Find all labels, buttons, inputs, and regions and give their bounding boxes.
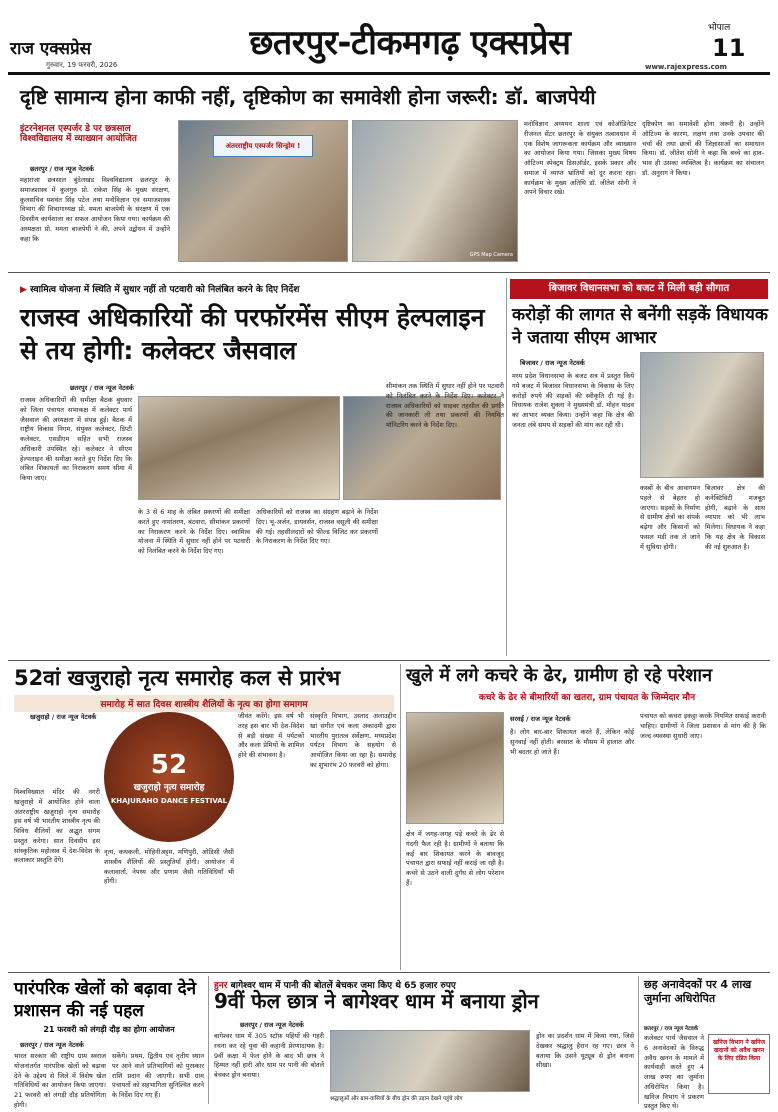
story2-byline: छतरपुर / राज न्यूज नेटवर्क <box>70 384 134 392</box>
story2-kicker-text: स्वामित्व योजना में स्थिति में सुधार नहीं तो पटवारी को निलंबित करने के दिए निर्देश <box>30 285 300 295</box>
story5-photo <box>406 712 504 824</box>
story8-highlight-box: खनिज विभाग ने खनिज खदानों को अवैध खनन के लिए दंडित किया <box>708 1034 770 1094</box>
story6-text-col2: सकेंगे। प्रथम, द्वितीय एवं तृतीय स्थान पर आने वाले प्रतिभागियों को पुरस्कार राशि प्रदान की जाएगी। सभी ग्राम पंचायतों को सहभागिता सुनिश्चित करने के निर्देश दिए गए हैं। <box>112 1052 204 1099</box>
story2-photo-left <box>138 396 340 500</box>
story2-text-col2: के 3 से 6 माह के लंबित प्रकरणों की समीक्षा करते हुए नामांतरण, बंटवारा, सीमांकन प्रकरणों का निराकरण करने के निर्देश दिए। स्वामित्व योजना में स्थिति में सुधार नहीं होने पर पटवारी को निलंबित करने के निर्देश दिए गए। <box>138 508 250 555</box>
story5-text-col3: पंचायत को कचरा इकट्ठा करके नियमित सफाई करानी चाहिए। ग्रामीणों ने जिला प्रशासन से मांग की है कि जल्द व्यवस्था सुधारी जाए। <box>640 712 766 740</box>
brand-name: राज एक्सप्रेस <box>10 39 92 59</box>
story3-photo <box>640 352 764 478</box>
story6-byline: छतरपुर / राज न्यूज नेटवर्क <box>20 1041 84 1049</box>
column-divider <box>638 976 639 1104</box>
column-divider <box>400 664 401 970</box>
story7-kicker-text: बागेश्वर धाम में पानी की बोतलें बेचकर जमा किए थे 65 हजार रुपए <box>230 981 456 991</box>
story1-byline: छतरपुर / राज न्यूज नेटवर्क <box>30 165 94 173</box>
story5-headline: खुले में लगे कचरे के ढेर, ग्रामीण हो रहे परेशान <box>406 665 713 686</box>
story3-text-col1: मध्य प्रदेश विधानसभा के बजट सत्र में प्रस्तुत किये गये बजट में बिजावर विधानसभा के विकास के लिए करोड़ों रुपये की सड़कों की स्वीकृति दी गई है। विधायक राजेश शुक्ला ने मुख्यमंत्री डॉ. मोहन यादव का आभार व्यक्त किया। उन्होंने कहा कि क्षेत्र की जनता लंबे समय से सड़कों की मांग कर रही थी। <box>512 372 634 429</box>
story3-text-col2: कस्बों के बीच आवागमन पहले से बेहतर हो जाएगा। सड़कों के निर्माण से ग्रामीण क्षेत्रों का संपर्क बढ़ेगा और किसानों को फसल मंडी तक ले जाने में सुविधा होगी। <box>640 484 700 551</box>
story4-byline: खजुराहो / राज न्यूज नेटवर्क <box>30 713 97 721</box>
story2-text-col4: सीमांकन तक स्थिति में सुधार नहीं होने पर पटवारी को निलंबित करने के निर्देश दिए। कलेक्टर ने राजस्व अधिकारियों को साइबर तहसील की प्रगति की जानकारी ली तथा प्रकरणों की नियमित मॉनिटरिंग करने के निर्देश दिए। <box>386 382 504 429</box>
story7-headline: 9वीं फेल छात्र ने बागेश्वर धाम में बनाया ड्रोन <box>214 989 539 1013</box>
story5-text-col1: क्षेत्र में जगह-जगह पड़े कचरे के ढेर से गंदगी फैल रही है। ग्रामीणों ने बताया कि कई बार शिकायत करने के बावजूद पंचायत द्वारा सफाई नहीं कराई जा रही है। कचरे से उठने वाली दुर्गंध से लोग परेशान हैं। <box>406 830 504 887</box>
story1-headline: दृष्टि सामान्य होना काफी नहीं, दृष्टिकोण का समावेशी होना जरूरी: डॉ. बाजपेयी <box>20 85 596 109</box>
story8-headline: छह अनावेदकों पर 4 लाख जुर्माना अधिरोपित <box>644 978 752 1006</box>
column-divider <box>208 976 209 1104</box>
story1-subhead: इंटरनेशनल एस्पर्जर डे पर छत्रसाल विश्वविद्यालय में व्याख्यान आयोजित <box>20 124 137 145</box>
story4-text-col4: नृत्य, कथकली, मोहिनीअट्टम, मणिपुरी, ओडिसी जैसी शास्त्रीय शैलियों की प्रस्तुतियाँ होंगी। आयोजन में कलावार्ता, नेपथ्य और प्रणाम जैसी गतिविधियाँ भी होंगी। <box>104 848 234 886</box>
edition-city: भोपाल <box>708 23 731 33</box>
story6-headline: पारंपरिक खेलों को बढ़ावा देने प्रशासन की नई पहल <box>14 979 197 1022</box>
story5-byline: सरवई / राज न्यूज नेटवर्क <box>510 715 571 723</box>
column-divider <box>506 278 507 656</box>
story5-text-col2: है। लोग बार-बार शिकायत करते हैं, लेकिन कोई सुनवाई नहीं होती। बरसात के मौसम में हालात और भी बदतर हो जाते हैं। <box>510 728 634 756</box>
website-url[interactable]: www.rajexpress.com <box>645 63 727 71</box>
masthead-rule <box>8 72 770 75</box>
divider <box>8 660 770 661</box>
page-number: 11 <box>712 34 746 62</box>
issue-date: गुरुवार, 19 फरवरी, 2026 <box>46 61 118 69</box>
edition-title: छतरपुर-टीकमगढ़ एक्सप्रेस <box>249 23 571 63</box>
story7-kicker-label: हुनर <box>214 981 228 991</box>
story2-kicker: ▶ स्वामित्व योजना में स्थिति में सुधार नहीं तो पटवारी को निलंबित करने के दिए निर्देश <box>20 285 300 295</box>
story7-photo <box>330 1030 530 1092</box>
event-banner: अंतरराष्ट्रीय एस्पर्जर सिन्ड्रोम ! <box>213 135 313 157</box>
story5-subhead: कचरे के ढेर से बीमारियों का खतरा, ग्राम पंचायत के जिम्मेदार मौन <box>478 693 696 703</box>
story1-text-col1: महाराजा छत्रसाल बुंदेलखंड विश्वविद्यालय छतरपुर के समाजशास्त्र में कुलगुरु प्रो. राकेश सिंह के मुख्य संरक्षण, कुलसचिव यशवंत सिंह पटेल तथा मनोविज्ञान एवं समाजशास्त्र विभाग की विभागाध्यक्ष प्रो. ममता बाजपेयी के संरक्षण में एक दिवसीय कार्यशाला का सफल आयोजन किया गया। कार्यक्रम की अध्यक्षता प्रो. ममता बाजपेयी ने की, अपने उद्बोधन में उन्होंने कहा कि <box>20 176 170 243</box>
story1-photo-left <box>178 120 348 262</box>
story3-kicker: बिजावर विधानसभा को बजट में मिली बड़ी सौगात <box>510 279 768 299</box>
story7-text-col1: बागेश्वर धाम में 305 स्टॉफ़ पहियों की गहरी रचना कर रहे युवा की कहानी प्रेरणादायक है। 9वीं कक्षा में फेल होने के बाद भी छात्र ने हिम्मत नहीं हारी और धाम पर पानी की बोतलें बेचकर ड्रोन बनाया। <box>214 1032 324 1079</box>
story1-text-col3: दृष्टिकोण का समावेशी होना जरूरी है। उन्होंने ऑटिज्म के कारण, लक्षण तथा उनके उपचार की चर्चा की तथा छात्रों की जिज्ञासाओं का समाधान किया। डॉ. जीतेश सोनी ने कहा कि बच्चे का हाव-भाव ही उसका व्यक्तित्व है। कार्यक्रम का संचालन डॉ. अनुराग ने किया। <box>642 120 764 177</box>
story1-photo-right <box>352 120 518 262</box>
story4-text-col3: संस्कृति विभाग, उस्ताद अलाउद्दीन खां संगीत एवं कला अकादमी द्वारा भारतीय पुरातत्व सर्वेक्षण, मध्यप्रदेश पर्यटन विभाग के सहयोग से आयोजित किया जा रहा है। समारोह का शुभारंभ 20 फरवरी को होगा। <box>310 712 396 769</box>
story1-text-col2: मनोविज्ञान अध्ययन शाला एवं कोऑडिनेटर रीजनल सेंटर छतरपुर के संयुक्त तत्वावधान में एक विशेष जागरूकता कार्यक्रम और व्याख्यान का आयोजन किया गया। जिसका मुख्य विषय ऑटिज्म स्पेक्ट्रम डिसऑर्डर, इसके प्रकार और समाज में व्याप्त भ्रांतियों को दूर करना रहा। कार्यक्रम के मुख्य अतिथि डॉ. जीतेश सोनी ने अपने विचार रखे। <box>524 120 636 197</box>
story6-text-col1: भारत सरकार की राष्ट्रीय ग्राम स्वराज योजनांतर्गत पारंपरिक खेलों को बढ़ावा देने के उद्देश्य से जिले में विशेष खेल गतिविधियों का आयोजन किया जाएगा। 21 फरवरी को लंगड़ी दौड़ प्रतियोगिता होगी। <box>14 1052 106 1109</box>
festival-subtitle: KHAJURAHO DANCE FESTIVAL <box>110 796 228 805</box>
story8-text: कलेक्टर पार्थ जैसवाल ने 6 अनावेदकों के विरुद्ध अवैध खनन के मामले में कार्यवाही करते हुए 4 लाख रुपए का जुर्माना अधिरोपित किया है। खनिज विभाग ने प्रकरण प्रस्तुत किए थे। <box>644 1034 704 1111</box>
story2-text-col3: अधिकारियों को राजस्व का संग्रहण बढ़ाने के निर्देश दिए। भू-अर्जन, डायवर्सन, राजस्व वसूली की समीक्षा की गई। तहसीलदारों को फील्ड विजिट कर प्रकरणों के निराकरण के निर्देश दिए गए। <box>256 508 378 546</box>
divider <box>8 272 770 273</box>
story6-subhead: 21 फरवरी को लंगड़ी दौड़ का होगा आयोजन <box>43 1025 175 1034</box>
story4-text-col1: विश्वविख्यात मंदिर की नगरी खजुराहो में आयोजित होने वाला अंतरराष्ट्रीय खजुराहो नृत्य समारोह इस वर्ष भी भारतीय शास्त्रीय नृत्य की विविध शैलियों का अद्भुत संगम प्रस्तुत करेगा। सात दिवसीय इस सांस्कृतिक महोत्सव में देश-विदेश के कलाकार प्रस्तुति देंगे। <box>14 788 100 865</box>
story7-caption: श्रद्धालुओं और ग्राम-वासियों के बीच ड्रोन की उड़ान देखने पहुंचे लोग <box>330 1096 463 1102</box>
story8-byline: छतरपुर / राज न्यूज नेटवर्क <box>644 1026 699 1032</box>
festival-number: 52 <box>150 749 188 780</box>
story3-text-col3: बिजावर क्षेत्र की कनेक्टिविटी मजबूत होगी, बढ़ाने के साथ व्यापार को भी लाभ मिलेगा। विधायक ने कहा कि यह क्षेत्र के विकास की नई शुरुआत है। <box>705 484 765 551</box>
story4-text-col2: जीवंत करेंगे। इस वर्ष भी तरह इस बार भी देश-विदेश से बड़ी संख्या में पर्यटकों और कला प्रेमियों के शामिल होने की संभावना है। <box>238 712 304 759</box>
story2-text-col1: राजस्व अधिकारियों की समीक्षा बैठक बुधवार को जिला पंचायत सभाकक्ष में कलेक्टर पार्थ जैसवाल की अध्यक्षता में संपन्न हुई। बैठक में राष्ट्रीय विकास निगम, संयुक्त कलेक्टर, डिप्टी कलेक्टर, एसडीएम सहित सभी राजस्व अधिकारी उपस्थित रहे। कलेक्टर ने सीएम हेल्पलाइन की समीक्षा करते हुए निर्देश दिए कि लंबित शिकायतों का निराकरण समय सीमा में किया जाए। <box>20 396 132 482</box>
story7-text-col2: ड्रोन का प्रदर्शन धाम में किया गया, जिसे देखकर श्रद्धालु हैरान रह गए। छात्र ने बताया कि उसने यूट्यूब से ड्रोन बनाना सीखा। <box>536 1032 634 1070</box>
story4-headline: 52वां खजुराहो नृत्य समारोह कल से प्रारंभ <box>14 666 341 690</box>
story3-byline: बिजावर / राज न्यूज नेटवर्क <box>520 359 585 367</box>
festival-logo <box>104 712 234 842</box>
story7-byline: छतरपुर / राज न्यूज नेटवर्क <box>240 1021 304 1029</box>
photo-watermark: GPS Map Camera <box>469 252 513 258</box>
divider <box>8 972 770 973</box>
festival-title: खजुराहो नृत्य समारोह <box>133 782 205 793</box>
story3-headline: करोड़ों की लागत से बनेंगी सड़कें विधायक ने जताया सीएम आभार <box>512 305 768 348</box>
story2-headline: राजस्व अधिकारियों की परफॉरमेंस सीएम हेल्पलाइन से तय होगी: कलेक्टर जैसवाल <box>20 303 485 365</box>
story4-subhead: समारोह में सात दिवस शास्त्रीय शैलियों के नृत्य का होगा समागम <box>14 695 394 712</box>
